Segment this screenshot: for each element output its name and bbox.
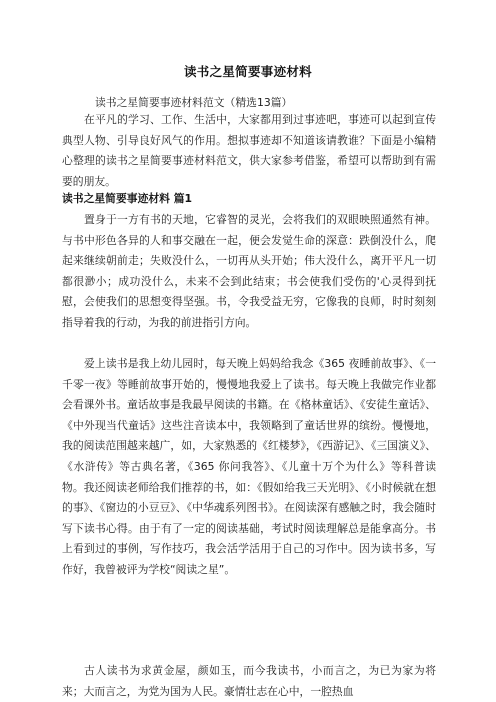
body-paragraph: 置身于一方有书的天地，它睿智的灵光，会将我们的双眼映照通然有神。与书中形色各异的人和事交融在一起，便会发觉生命的深意：跌倒没什么，爬起来继续朝前走；失败没什么，一切再从头开始；伟大没什么，离开平凡一切都很渺小；成功没什么，未来不会到此结束；书会使我们受伤的'心灵得到抚慰，会使我们的思想变得坚强。书，令我受益无穷，它像我的良师，时时刻刻指导着我的行动，为我的前进指引方向。 xyxy=(62,213,436,329)
document-title: 读书之星简要事迹材料 xyxy=(183,64,312,79)
body-paragraph: 爱上读书是我上幼儿园时，每天晚上妈妈给我念《365 夜睡前故事》、《一千零一夜》等睡前故事开始的，慢慢地我爱上了读书。每天晚上我做完作业都会看课外书。童话故事是我最早阅读的书籍。在《格林童话》、《安徒生童话》、《中外现当代童话》这些注音读本中，我领略到了童话世界的缤纷。慢慢地，我的阅读范围越来越广，如，大家熟悉的《红楼梦》，《西游记》、《三国演义》、《水浒传》等古典名著，《365 你问我答》、《儿童十万个为什么》等科普读物。我还阅读老师给我们推荐的书，如：《假如给我三天光明》、《小时候就在想的事》、《窗边的小豆豆》、《中华魂系列图书》。在阅读深有感触之时，我会随时写下读书心得。由于有了一定的阅读基础，考试时阅读理解总是能拿高分。书上看到过的事例，写作技巧，我会活学活用于自己的习作中。因为读书多，写作好，我曾被评为学校“阅读之星”。 xyxy=(62,357,436,576)
body-paragraph: 古人读书为求黄金屋，颜如玉，而今我读书，小而言之，为已为家为将来；大而言之，为党为国为人民。豪情壮志在心中，一腔热血 xyxy=(62,664,436,698)
section-heading: 读书之星简要事迹材料 篇1 xyxy=(62,192,193,205)
intro-paragraph: 在平凡的学习、工作、生活中，大家都用到过事迹吧，事迹可以起到宣传典型人物、引导良好风气的作用。想拟事迹却不知道该请教谁？下面是小编精心整理的读书之星简要事迹材料范文，供大家参考借鉴，希望可以帮助到有需要的朋友。 xyxy=(62,113,436,188)
document-subtitle: 读书之星简要事迹材料范文（精选13篇） xyxy=(95,96,293,109)
